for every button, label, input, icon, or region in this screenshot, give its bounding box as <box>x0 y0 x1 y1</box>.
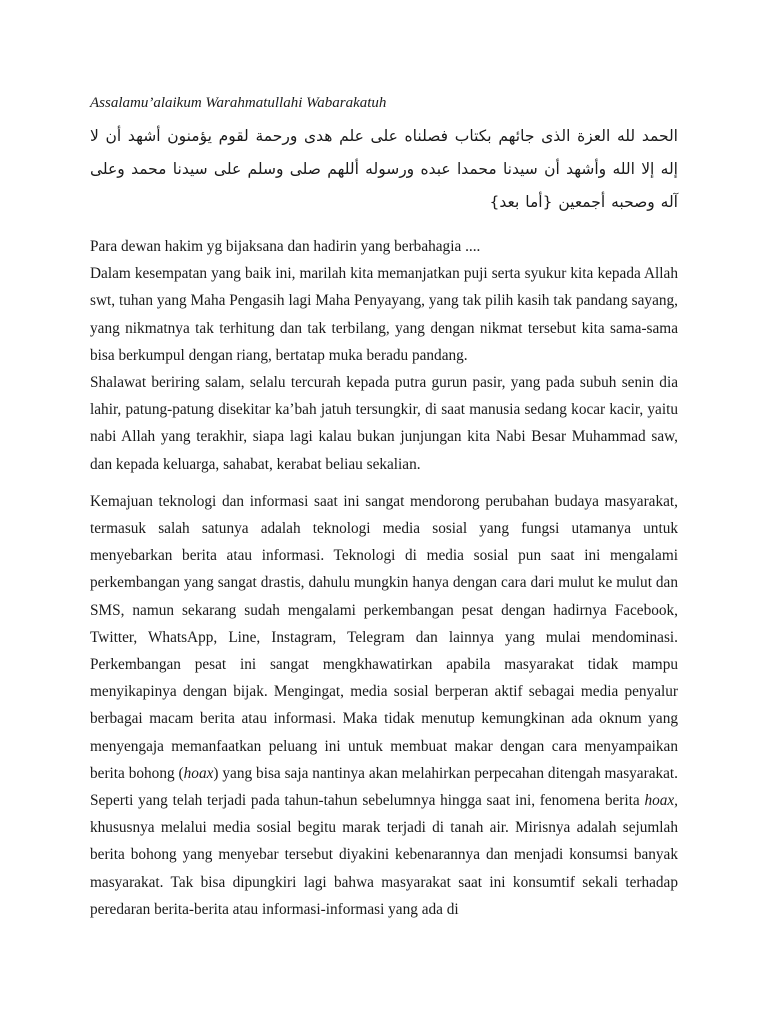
hoax-term-2: hoax, <box>644 792 678 810</box>
arabic-opening: الحمد لله العزة الذى جائهم بكتاب فصلناه على علم هدى ورحمة لقوم يؤمنون أشهد أن لا إله إلا الله وأشهد أن سيدنا محمدا عبده ورسوله أللهم صلى وسلم على سيدنا محمد وعلى آله وصحبه أجمعين {أما بعد} <box>90 127 678 211</box>
paragraph-technology-part-1: Kemajuan teknologi dan informasi saat ini sangat mendorong perubahan budaya masyarakat, termasuk salah satunya adalah teknologi media sosial yang fungsi utamanya untuk menyebarkan berita atau informasi. Teknologi di media sosial pun saat ini mengalami perkembangan yang sangat drastis, dahulu mungkin hanya dengan cara dari mulut ke mulut dan SMS, namun sekarang sudah mengalami perkembangan pesat dengan hadirnya Facebook, Twitter, WhatsApp, Line, Instagram, Telegram dan lainnya yang mulai mendominasi. Perkembangan pesat ini sangat mengkhawatirkan apabila masyarakat tidak mampu menyikapinya dengan bijak. Mengingat, media sosial berperan aktif sebagai media penyalur berbagai macam berita atau informasi. Maka tidak menutup kemungkinan ada oknum yang menyengaja memanfaatkan peluang ini untuk membuat makar dengan cara menyampaikan berita bohong ( <box>90 492 678 782</box>
salutation: Assalamu’alaikum Warahmatullahi Wabarakatuh <box>90 95 387 111</box>
paragraph-technology <box>90 488 678 923</box>
paragraph-praise: Dalam kesempatan yang baik ini, marilah kita memanjatkan puji serta syukur kita kepada Allah swt, tuhan yang Maha Pengasih lagi Maha Penyayang, yang tak pilih kasih tak pandang sayang, yang nikmatnya tak terhitung dan tak terbilang, yang dengan nikmat tersebut kita sama-sama bisa berkumpul dengan riang, bertatap muka beradu pandang. <box>90 265 678 364</box>
speech-body <box>90 233 678 923</box>
hoax-term: hoax <box>183 764 214 782</box>
paragraph-technology-part-3: khususnya melalui media sosial begitu marak terjadi di tanah air. Mirisnya adalah sejumlah berita bohong yang menyebar tersebut diyakini kebenarannya dan menjadi konsumsi banyak masyarakat. Tak bisa dipungkiri lagi bahwa masyarakat saat ini konsumtif sekali terhadap peredaran berita-berita atau informasi-informasi yang ada di <box>90 819 678 918</box>
document-page <box>90 92 678 923</box>
paragraph-shalawat: Shalawat beriring salam, selalu tercurah kepada putra gurun pasir, yang pada subuh senin dia lahir, patung-patung disekitar ka’bah jatuh tersungkir, di saat manusia sedang kocar kacir, yaitu nabi Allah yang terakhir, siapa lagi kalau bukan junjungan kita Nabi Besar Muhammad saw, dan kepada keluarga, sahabat, kerabat beliau sekalian. <box>90 374 678 473</box>
paragraph-technology-part-2: ) yang bisa saja nantinya akan melahirkan perpecahan ditengah masyarakat. Seperti yang telah terjadi pada tahun-tahun sebelumnya hingga saat ini, fenomena berita <box>90 764 678 810</box>
greeting: Para dewan hakim yg bijaksana dan hadirin yang berbahagia .... <box>90 238 481 255</box>
